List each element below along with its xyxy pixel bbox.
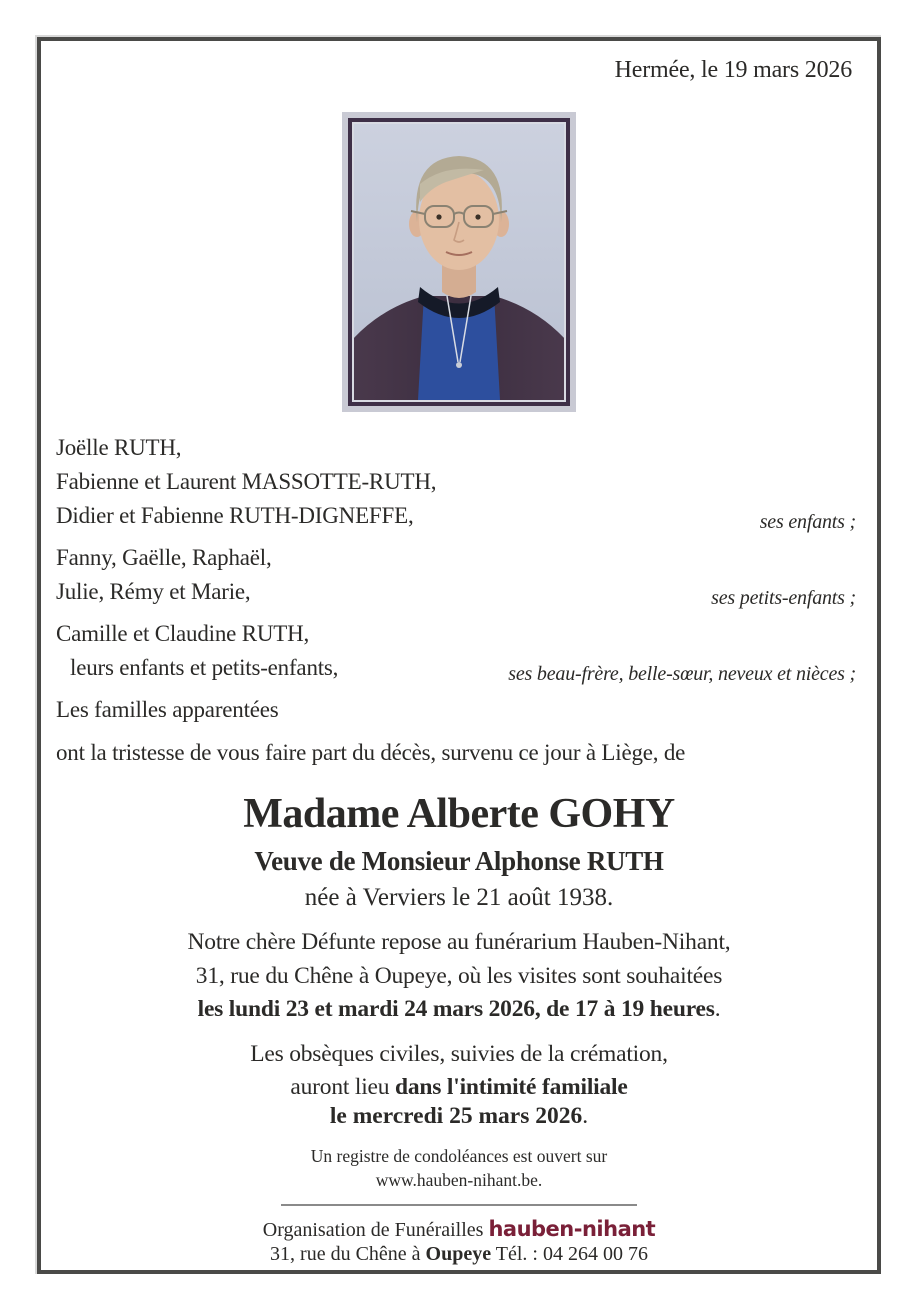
condolences-note [41, 1144, 877, 1192]
relation-label-children: ses enfants ; [759, 511, 856, 533]
family-line: Didier et Fabienne RUTH-DIGNEFFE, [56, 503, 414, 528]
family-line: Joëlle RUTH, [56, 435, 182, 460]
portrait-photo [354, 124, 564, 400]
footer-address-line: 31, rue du Chêne à Oupeye Tél. : 04 264 00 76 [270, 1243, 648, 1265]
family-group-inlaws [56, 617, 856, 685]
funeral-date-line: le mercredi 25 mars 2026. [329, 1103, 589, 1129]
deceased-name: Madame Alberte GOHY [243, 791, 675, 837]
deceased-subtitle: Veuve de Monsieur Alphonse RUTH [254, 846, 664, 876]
footer-organisation-line: Organisation de Funérailles hauben-nihant [262, 1217, 656, 1241]
family-line: Les familles apparentées [56, 697, 279, 722]
family-line: Julie, Rémy et Marie, [56, 579, 251, 604]
portrait-photo-frame [342, 112, 576, 412]
funeral-home-logo: hauben-nihant [488, 1217, 656, 1241]
family-group-grandchildren [56, 541, 856, 609]
visitation-line: Notre chère Défunte repose au funérarium Hauben-Nihant, [187, 929, 731, 955]
condolences-line: Un registre de condoléances est ouvert sur [310, 1146, 608, 1166]
relation-label-grandchildren: ses petits-enfants ; [711, 587, 856, 609]
footer-divider [281, 1204, 637, 1206]
funeral-line: Les obsèques civiles, suivies de la crémation, [250, 1041, 668, 1067]
dateline: Hermée, le 19 mars 2026 [614, 57, 852, 83]
family-line: Fabienne et Laurent MASSOTTE-RUTH, [56, 469, 437, 494]
family-section [56, 431, 856, 770]
funeral-intimacy-line: auront lieu dans l'intimité familiale [290, 1074, 628, 1100]
family-line: leurs enfants et petits-enfants, [70, 655, 339, 680]
relation-label-inlaws: ses beau-frère, belle-sœur, neveux et nièces ; [508, 663, 856, 685]
announcement-line: ont la tristesse de vous faire part du décès, survenu ce jour à Liège, de [56, 740, 686, 765]
visitation-paragraph [41, 926, 877, 1027]
deceased-birth-line: née à Verviers le 21 août 1938. [304, 884, 614, 911]
family-line: Fanny, Gaëlle, Raphaël, [56, 545, 272, 570]
visitation-dates-line: les lundi 23 et mardi 24 mars 2026, de 17 à 19 heures. [197, 996, 721, 1022]
family-group-related-families [56, 693, 856, 727]
family-line: Camille et Claudine RUTH, [56, 621, 310, 646]
visitation-line: 31, rue du Chêne à Oupeye, où les visites sont souhaitées [195, 962, 723, 989]
condolences-website: www.hauben-nihant.be. [375, 1170, 543, 1190]
family-group-children [56, 431, 856, 533]
funeral-paragraph [41, 1038, 877, 1104]
